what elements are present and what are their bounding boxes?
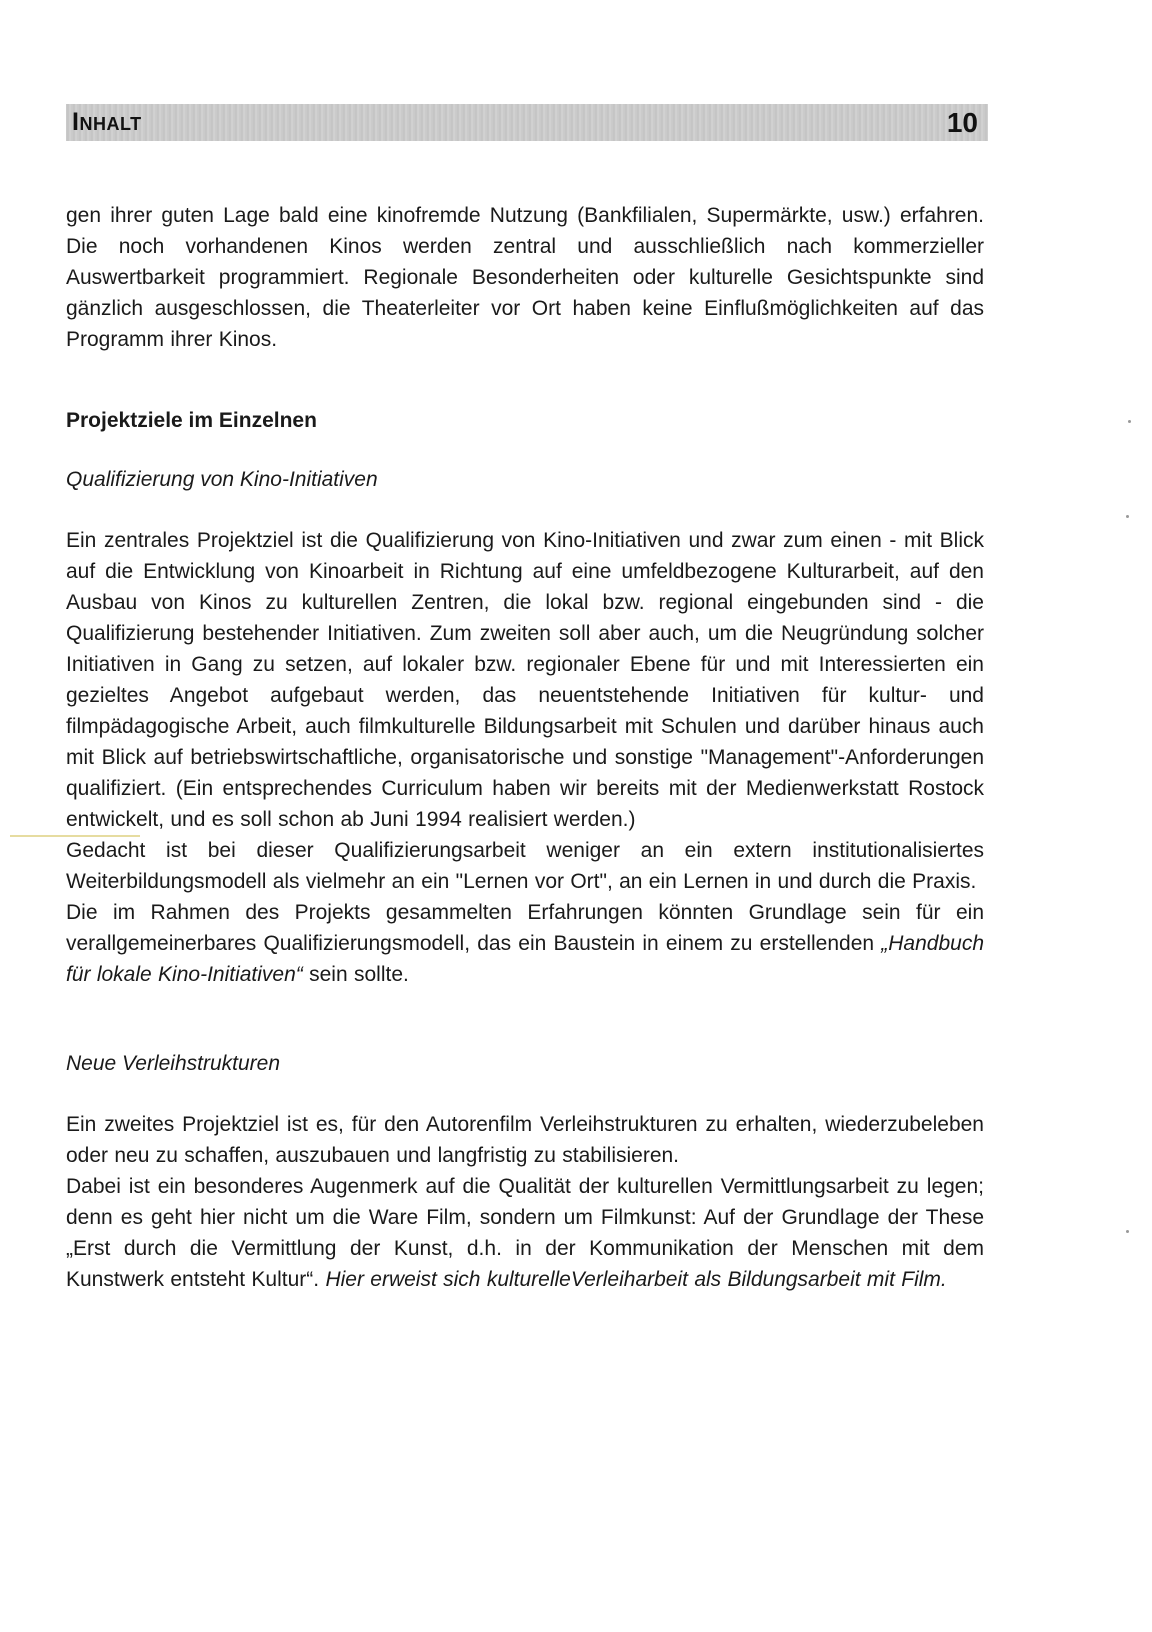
subheading-qualifizierung: Qualifizierung von Kino-Initiativen [66,468,378,491]
section-heading: Projektziele im Einzelnen [66,409,317,432]
scan-speck [1126,515,1129,518]
page-body [66,200,984,1295]
paragraph-qualifizierung: Ein zentrales Projektziel ist die Qualifizierung von Kino-Initiativen und zwar zum einen - mit Blick auf die Entwicklung von Kinoarbeit in Richtung auf eine umfeldbezogene Kulturarbeit, auf den Ausbau von Kinos zu kulturellen Zentren, die lokal bzw. regional eingebunden sind - die Qualifizierung bestehender Initiativen. Zum zweiten soll aber auch, um die Neugründung solcher Initiativen in Gang zu setzen, auf lokaler bzw. regionaler Ebene für und mit Interessierten ein gezieltes Angebot aufgebaut werden, das neuentstehende Initiativen für kultur- und filmpädagogische Arbeit, auch filmkulturelle Bildungsarbeit mit Schulen und darüber hinaus auch mit Blick auf betriebswirtschaftliche, organisatorische und sonstige "Management"-Anforderungen qualifiziert. (Ein entsprechendes Curriculum haben wir bereits mit der Medienwerkstatt Rostock entwickelt, und es soll schon ab Juni 1994 realisiert werden.) [66,529,984,831]
intro-paragraph: gen ihrer guten Lage bald eine kinofremde Nutzung (Bankfilialen, Supermärkte, usw.) erfahren. Die noch vorhandenen Kinos werden zentral und ausschließlich nach kommerzieller Auswertbarkeit programmiert. Regionale Besonderheiten oder kulturelle Gesichtspunkte sind gänzlich ausgeschlossen, die Theaterleiter vor Ort haben keine Einflußmöglichkeiten auf das Programm ihrer Kinos. [66,204,984,351]
subheading-verleih: Neue Verleihstrukturen [66,1052,280,1075]
paragraph-vermittlung-italic: Hier erweist sich kulturelleVerleiharbeit als Bildungsarbeit mit Film. [325,1268,947,1291]
paragraph-handbuch-text: Die im Rahmen des Projekts gesammelten Erfahrungen könnten Grundlage sein für ein verallgemeinerbares Qualifizierungsmodell, das ein Baustein in einem zu erstellenden [66,901,984,955]
section-title: Inhalt [72,108,142,136]
scan-speck [1126,1230,1129,1233]
paragraph-lernen-vor-ort: Gedacht ist bei dieser Qualifizierungsarbeit weniger an ein extern institutionalisiertes Weiterbildungsmodell als vielmehr an ein "Lernen vor Ort", an ein Lernen in und durch die Praxis. [66,839,984,893]
paragraph-verleih: Ein zweites Projektziel ist es, für den Autorenfilm Verleihstrukturen zu erhalten, wiederzubeleben oder neu zu schaffen, auszubauen und langfristig zu stabilisieren. [66,1113,984,1167]
paragraph-handbuch [66,897,984,990]
page-number: 10 [946,106,978,138]
scan-speck [1128,420,1131,423]
paragraph-vermittlung [66,1171,984,1295]
paragraph-vermittlung-text: Dabei ist ein besonderes Augenmerk auf die Qualität der kulturellen Vermittlungsarbeit zu legen; denn es geht hier nicht um die Ware Film, sondern um Filmkunst: Auf der Grundlage der These „Erst durch die Vermittlung der Kunst, d.h. in der Kommunikation der Menschen mit dem Kunstwerk entsteht Kultur“. [66,1175,984,1291]
handbuch-title: „Handbuch für lokale Kino-Initiativen“ [66,932,984,986]
paragraph-handbuch-end: sein sollte. [302,963,409,986]
page-header [66,104,988,141]
